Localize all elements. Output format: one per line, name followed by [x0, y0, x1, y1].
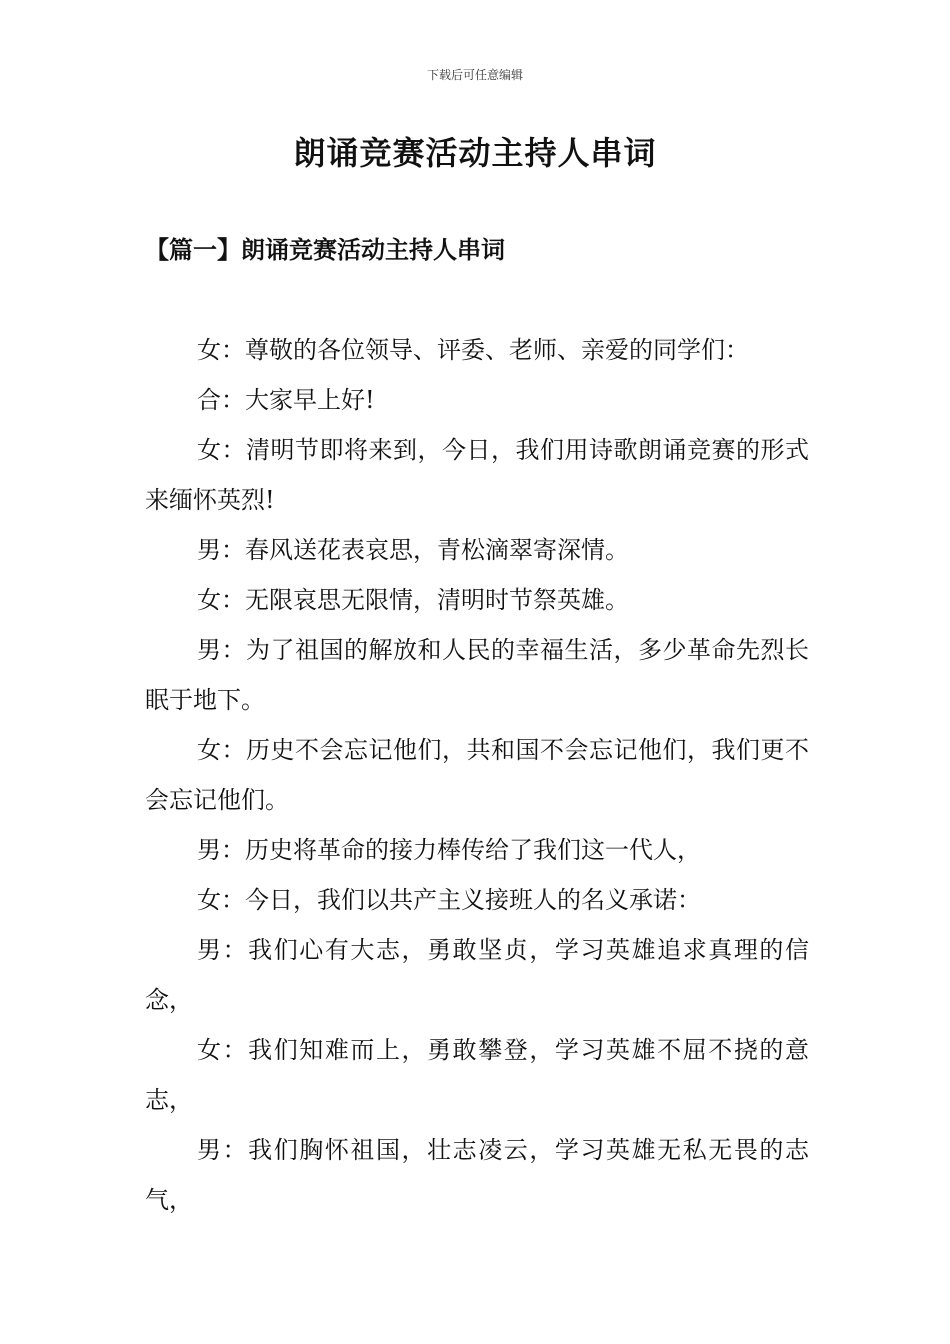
- paragraph: 女：今日，我们以共产主义接班人的名义承诺：: [197, 886, 701, 914]
- paragraph: 女：我们知难而上，勇敢攀登，学习英雄不屈不挠的意志，: [145, 1036, 809, 1114]
- document-body: [145, 325, 809, 1225]
- document-title: 朗诵竞赛活动主持人串词: [293, 134, 657, 172]
- header-note: 下载后可任意编辑: [426, 68, 523, 82]
- paragraph: 男：历史将革命的接力棒传给了我们这一代人，: [197, 836, 701, 864]
- paragraph: 女：无限哀思无限情，清明时节祭英雄。: [197, 586, 629, 614]
- paragraph: 男：我们胸怀祖国，壮志凌云，学习英雄无私无畏的志气，: [145, 1136, 809, 1214]
- paragraph: 合：大家早上好!: [197, 386, 375, 414]
- section-heading: 【篇一】朗诵竞赛活动主持人串词: [145, 235, 505, 264]
- paragraph: 女：尊敬的各位领导、评委、老师、亲爱的同学们：: [197, 336, 749, 364]
- paragraph: 女：清明节即将来到，今日，我们用诗歌朗诵竞赛的形式来缅怀英烈!: [145, 436, 809, 514]
- paragraph: 女：历史不会忘记他们，共和国不会忘记他们，我们更不会忘记他们。: [145, 736, 809, 814]
- paragraph: 男：我们心有大志，勇敢坚贞，学习英雄追求真理的信念，: [145, 936, 809, 1014]
- paragraph: 男：春风送花表哀思，青松滴翠寄深情。: [197, 536, 629, 564]
- paragraph: 男：为了祖国的解放和人民的幸福生活，多少革命先烈长眠于地下。: [145, 636, 809, 714]
